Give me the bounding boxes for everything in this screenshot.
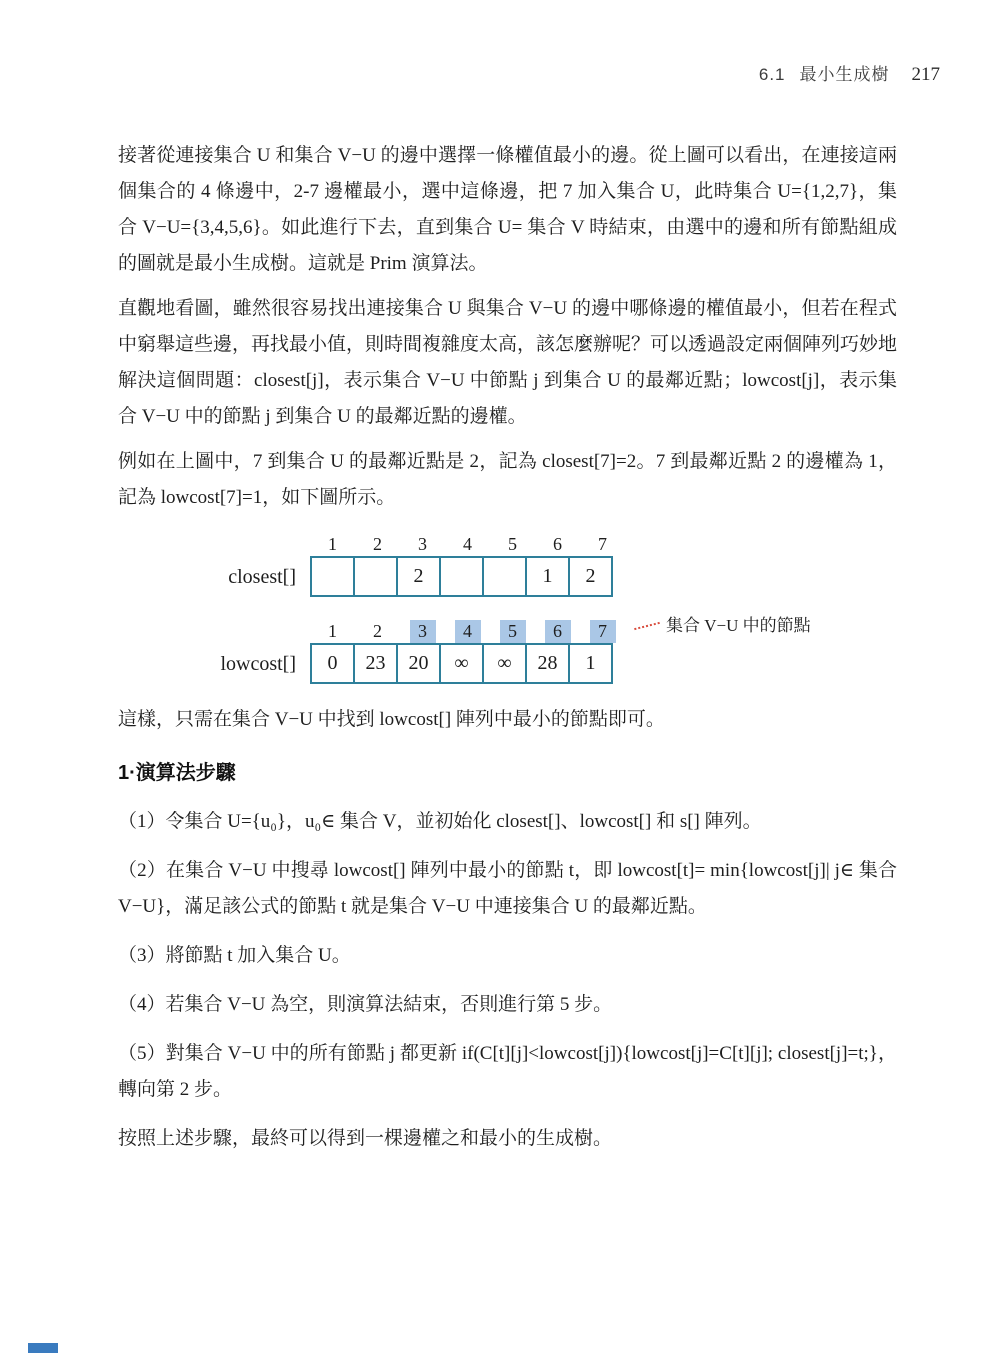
text-column xyxy=(118,138,897,1166)
array-cell: 20 xyxy=(396,643,441,684)
array-index: 7 xyxy=(580,619,625,643)
paragraph-prim-intro: 接著從連接集合 U 和集合 V−U 的邊中選擇一條權值最小的邊。從上圖可以看出，在連接這兩個集合的 4 條邊中，2-7 邊權最小，選中這條邊，把 7 加入集合 U，此時集合 U={1,2,7}，集合 V−U={3,4,5,6}。如此進行下去，直到集合 U= 集合 V 時結束，由選中的邊和所有節點組成的圖就是最小生成樹。這就是 Prim 演算法。 xyxy=(118,145,897,274)
array-index: 4 xyxy=(463,534,472,554)
algorithm-step-2: （2）在集合 V−U 中搜尋 lowcost[] 陣列中最小的節點 t，即 lowcost[t]= min{lowcost[j]| j∈ 集合 V−U}，滿足該公式的節點 t 就是集合 V−U 中連接集合 U 的最鄰近點。 xyxy=(118,860,897,917)
closest-array-label: closest[] xyxy=(228,566,296,588)
array-index: 4 xyxy=(445,619,490,643)
vu-set-annotation-text: 集合 V−U 中的節點 xyxy=(666,616,811,635)
vu-set-annotation xyxy=(632,614,811,638)
array-index: 1 xyxy=(328,534,337,554)
algorithm-step-3: （3）將節點 t 加入集合 U。 xyxy=(118,945,351,966)
array-cell: 2 xyxy=(568,556,613,597)
algorithm-step-5: （5）對集合 V−U 中的所有節點 j 都更新 if(C[t][j]<lowcost[j]){lowcost[j]=C[t][j]; closest[j]=t;}，轉向第 2 步。 xyxy=(118,1043,897,1100)
array-cell: 1 xyxy=(568,643,613,684)
closest-array-indices xyxy=(310,532,625,556)
array-index: 6 xyxy=(535,619,580,643)
array-cell: ∞ xyxy=(482,643,527,684)
algorithm-step-1: （1）令集合 U={u₀}，u₀∈ 集合 V，並初始化 closest[]、lowcost[] 和 s[] 陣列。 xyxy=(118,811,762,832)
array-index: 6 xyxy=(553,534,562,554)
array-index: 3 xyxy=(418,534,427,554)
array-cell: 28 xyxy=(525,643,570,684)
lowcost-array-cells xyxy=(310,643,625,684)
array-cell xyxy=(482,556,527,597)
lowcost-array xyxy=(130,616,897,684)
array-cell: 1 xyxy=(525,556,570,597)
array-cell: 23 xyxy=(353,643,398,684)
array-index: 5 xyxy=(508,534,517,554)
running-head xyxy=(759,60,940,86)
array-index: 7 xyxy=(598,534,607,554)
section-number: 6.1 xyxy=(758,65,786,84)
closest-array-grid xyxy=(310,532,625,597)
dotted-arrow-icon xyxy=(634,622,660,630)
array-cell: ∞ xyxy=(439,643,484,684)
array-cell: 2 xyxy=(396,556,441,597)
lowcost-array-label: lowcost[] xyxy=(220,653,296,675)
lowcost-array-grid xyxy=(310,616,811,684)
algorithm-step-4: （4）若集合 V−U 為空，則演算法結束，否則進行第 5 步。 xyxy=(118,994,613,1015)
array-cell xyxy=(439,556,484,597)
array-index: 3 xyxy=(400,619,445,643)
paragraph-closing: 按照上述步驟，最終可以得到一棵邊權之和最小的生成樹。 xyxy=(118,1128,613,1149)
array-index: 5 xyxy=(490,619,535,643)
paragraph-example: 例如在上圖中，7 到集合 U 的最鄰近點是 2，記為 closest[7]=2。7 到最鄰近點 2 的邊權為 1，記為 lowcost[7]=1，如下圖所示。 xyxy=(118,451,897,508)
corner-mark xyxy=(28,1343,58,1353)
arrays-figure xyxy=(118,532,897,684)
paragraph-conclusion-of-figure: 這樣，只需在集合 V−U 中找到 lowcost[] 陣列中最小的節點即可。 xyxy=(118,709,665,730)
closest-array xyxy=(130,532,897,597)
array-cell: 0 xyxy=(310,643,355,684)
array-index: 2 xyxy=(373,534,382,554)
page-number: 217 xyxy=(911,64,940,85)
closest-array-cells xyxy=(310,556,625,597)
algorithm-steps-heading: 1·演算法步驟 xyxy=(118,762,236,784)
array-cell xyxy=(353,556,398,597)
paragraph-arrays-explanation: 直觀地看圖，雖然很容易找出連接集合 U 與集合 V−U 的邊中哪條邊的權值最小，但若在程式中窮舉這些邊，再找最小值，則時間複雜度太高，該怎麼辦呢？可以透過設定兩個陣列巧妙地解決這個問題：closest[j]，表示集合 V−U 中節點 j 到集合 U 的最鄰近點；lowcost[j]，表示集合 V−U 中的節點 j 到集合 U 的最鄰近點的邊權。 xyxy=(118,298,898,427)
array-cell xyxy=(310,556,355,597)
lowcost-array-indices xyxy=(310,619,625,643)
array-index: 1 xyxy=(328,621,337,641)
array-index: 2 xyxy=(373,621,382,641)
section-title: 最小生成樹 xyxy=(799,65,890,84)
